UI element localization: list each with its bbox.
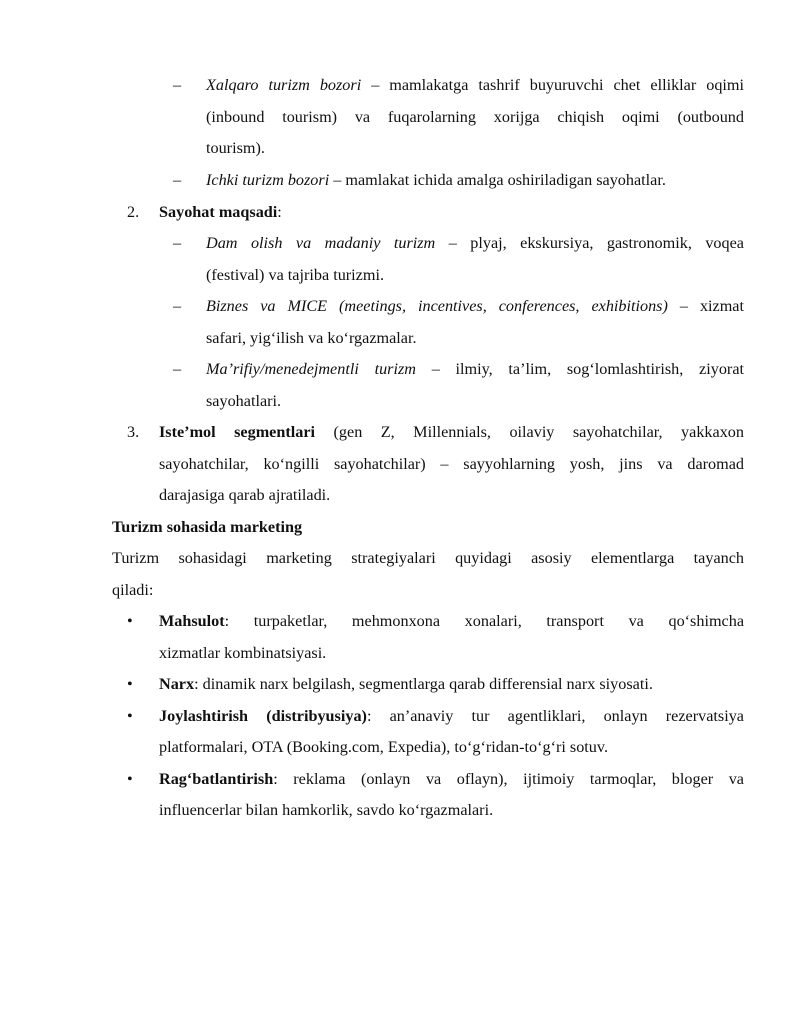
dash-marker: –	[173, 360, 182, 378]
list-item-text	[206, 165, 666, 197]
list-item-desc: – xizmat	[667, 297, 744, 315]
list-item-desc: – plyaj, ekskursiya, gastronomik, voqea	[435, 234, 744, 252]
list-item-term: Biznes va MICE (meetings, incentives, conferences, exhibitions)	[206, 297, 668, 315]
bullet-marker: •	[127, 675, 133, 693]
dash-marker: –	[173, 234, 182, 252]
section-heading-text: Turizm sohasida marketing	[112, 518, 303, 536]
paragraph-text: Turizm sohasidagi marketing strategiyalari quyidagi asosiy elementlarga tayanch	[112, 549, 744, 567]
list-item-text	[159, 417, 744, 449]
bullet-marker: •	[127, 770, 133, 788]
list-item-desc: – mamlakat ichida amalga oshiriladigan sayohatlar.	[329, 171, 666, 189]
list-item-term: Ma’rifiy/menedejmentli turizm	[206, 360, 416, 378]
bullet-desc: : turpaketlar, mehmonxona xonalari, transport va qo‘shimcha	[224, 612, 744, 630]
list-item-desc: – ilmiy, ta’lim, sog‘lomlashtirish, ziyorat	[415, 360, 744, 378]
section-heading	[112, 512, 302, 544]
colon: :	[277, 203, 282, 221]
bullet-desc: : dinamik narx belgilash, segmentlarga qarab differensial narx siyosati.	[194, 675, 653, 693]
bullet-marker: •	[127, 707, 133, 725]
bullet-desc: : reklama (onlayn va oflayn), ijtimoiy tarmoqlar, bloger va	[273, 770, 744, 788]
list-item-text	[206, 228, 744, 260]
paragraph-text: qiladi:	[112, 581, 154, 599]
list-item-title: Iste’mol segmentlari	[159, 423, 316, 441]
bullet-marker: •	[127, 612, 133, 630]
list-item-text: safari, yig‘ilish va ko‘rgazmalar.	[206, 329, 417, 347]
dash-marker: –	[173, 76, 182, 94]
bullet-term: Narx	[159, 675, 195, 693]
bullet-term: Joylashtirish (distribyusiya)	[159, 707, 367, 725]
list-item-heading	[159, 197, 282, 229]
bullet-text	[159, 701, 744, 733]
bullet-text: influencerlar bilan hamkorlik, savdo ko‘rgazmalari.	[159, 801, 494, 819]
bullet-text	[159, 669, 653, 701]
bullet-text: xizmatlar kombinatsiyasi.	[159, 644, 327, 662]
list-item-term: Dam olish va madaniy turizm	[206, 234, 436, 252]
bullet-term: Rag‘batlantirish	[159, 770, 274, 788]
list-item-desc: – mamlakatga tashrif buyuruvchi chet elliklar oqimi	[361, 76, 745, 94]
list-item-text	[206, 70, 744, 102]
list-item-title: Sayohat maqsadi	[159, 203, 278, 221]
list-item-term: Xalqaro turizm bozori	[206, 76, 362, 94]
bullet-desc: : an’anaviy tur agentliklari, onlayn rezervatsiya	[366, 707, 744, 725]
list-item-text	[206, 354, 744, 386]
list-item-text: tourism).	[206, 139, 265, 157]
list-item-text: (inbound tourism) va fuqarolarning xorijga chiqish oqimi (outbound	[206, 108, 744, 126]
list-item-text: sayohatlari.	[206, 392, 282, 410]
list-item-text	[206, 291, 744, 323]
bullet-text: platformalari, OTA (Booking.com, Expedia), to‘g‘ridan-to‘g‘ri sotuv.	[159, 738, 608, 756]
dash-marker: –	[173, 171, 182, 189]
list-number: 2.	[127, 203, 140, 221]
list-item-text: (festival) va tajriba turizmi.	[206, 266, 384, 284]
list-number: 3.	[127, 423, 140, 441]
dash-marker: –	[173, 297, 182, 315]
list-item-text: sayohatchilar, ko‘ngilli sayohatchilar) – sayyohlarning yosh, jins va daromad	[159, 455, 744, 473]
list-item-text: darajasiga qarab ajratiladi.	[159, 486, 331, 504]
bullet-term: Mahsulot	[159, 612, 225, 630]
bullet-text	[159, 764, 744, 796]
bullet-text	[159, 606, 744, 638]
list-item-desc: (gen Z, Millennials, oilaviy sayohatchilar, yakkaxon	[315, 423, 744, 441]
list-item-term: Ichki turizm bozori	[206, 171, 330, 189]
